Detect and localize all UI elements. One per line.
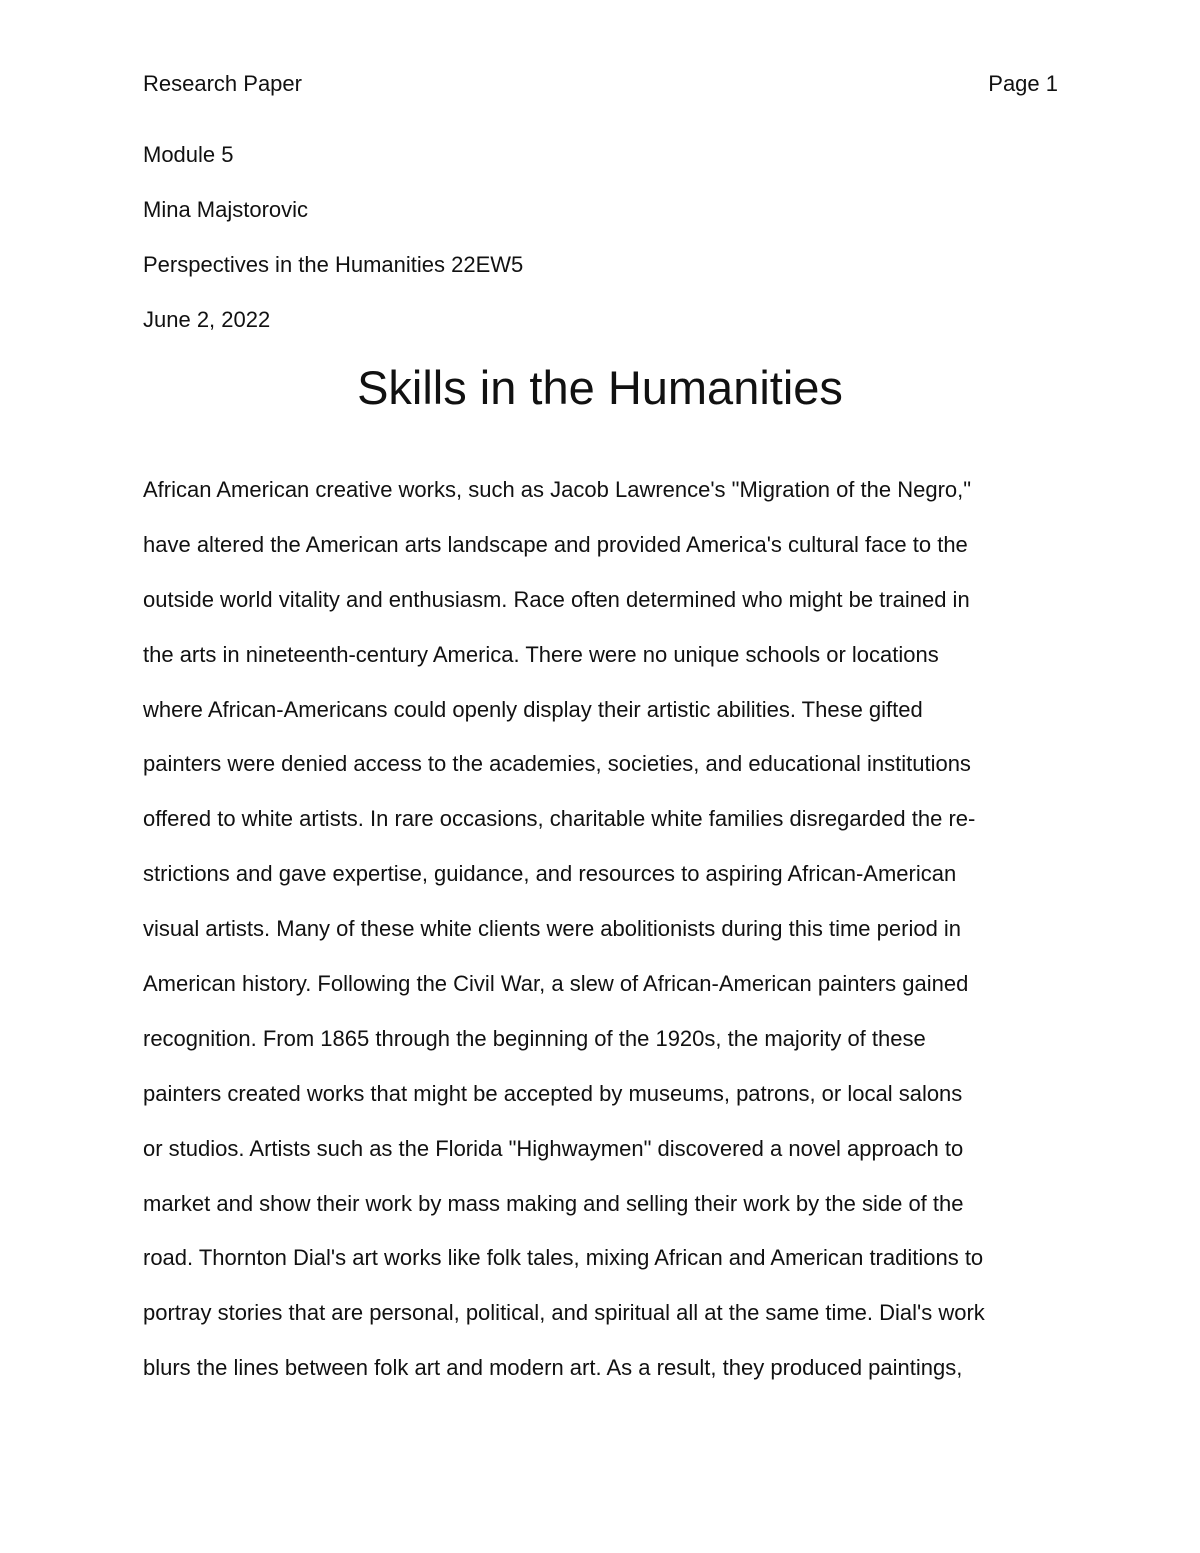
body-line: painters were denied access to the academies, societies, and educational institutions <box>143 751 971 777</box>
module-line: Module 5 <box>143 142 234 167</box>
page-number: Page 1 <box>988 71 1058 96</box>
body-line: offered to white artists. In rare occasions, charitable white families disregarded the re- <box>143 806 976 832</box>
body-line: blurs the lines between folk art and modern art. As a result, they produced paintings, <box>143 1355 963 1381</box>
body-line: road. Thornton Dial's art works like folk tales, mixing African and American traditions to <box>143 1245 984 1271</box>
body-line: the arts in nineteenth-century America. There were no unique schools or locations <box>143 641 939 667</box>
body-line: American history. Following the Civil War, a slew of African-American painters gained <box>143 971 969 997</box>
course-name: Perspectives in the Humanities 22EW5 <box>143 252 524 277</box>
author-name: Mina Majstorovic <box>143 197 309 222</box>
body-line: where African-Americans could openly display their artistic abilities. These gifted <box>143 696 923 722</box>
body-line: have altered the American arts landscape and provided America's cultural face to the <box>143 531 968 557</box>
date-line: June 2, 2022 <box>143 307 271 332</box>
body-line: portray stories that are personal, political, and spiritual all at the same time. Dial's work <box>143 1300 985 1326</box>
paper-title: Skills in the Humanities <box>357 361 843 414</box>
body-line: or studios. Artists such as the Florida "Highwaymen" discovered a novel approach to <box>143 1135 964 1161</box>
body-line: visual artists. Many of these white clients were abolitionists during this time period in <box>143 916 962 942</box>
body-line: outside world vitality and enthusiasm. Race often determined who might be trained in <box>143 586 970 612</box>
body-line: painters created works that might be accepted by museums, patrons, or local salons <box>143 1080 963 1106</box>
running-head-title: Research Paper <box>143 71 302 96</box>
body-line: strictions and gave expertise, guidance, and resources to aspiring African-American <box>143 861 957 887</box>
body-line: recognition. From 1865 through the beginning of the 1920s, the majority of these <box>143 1025 926 1051</box>
body-paragraph <box>143 476 1063 1409</box>
body-line: market and show their work by mass making and selling their work by the side of the <box>143 1190 964 1216</box>
body-line: African American creative works, such as Jacob Lawrence's "Migration of the Negro," <box>143 477 972 502</box>
